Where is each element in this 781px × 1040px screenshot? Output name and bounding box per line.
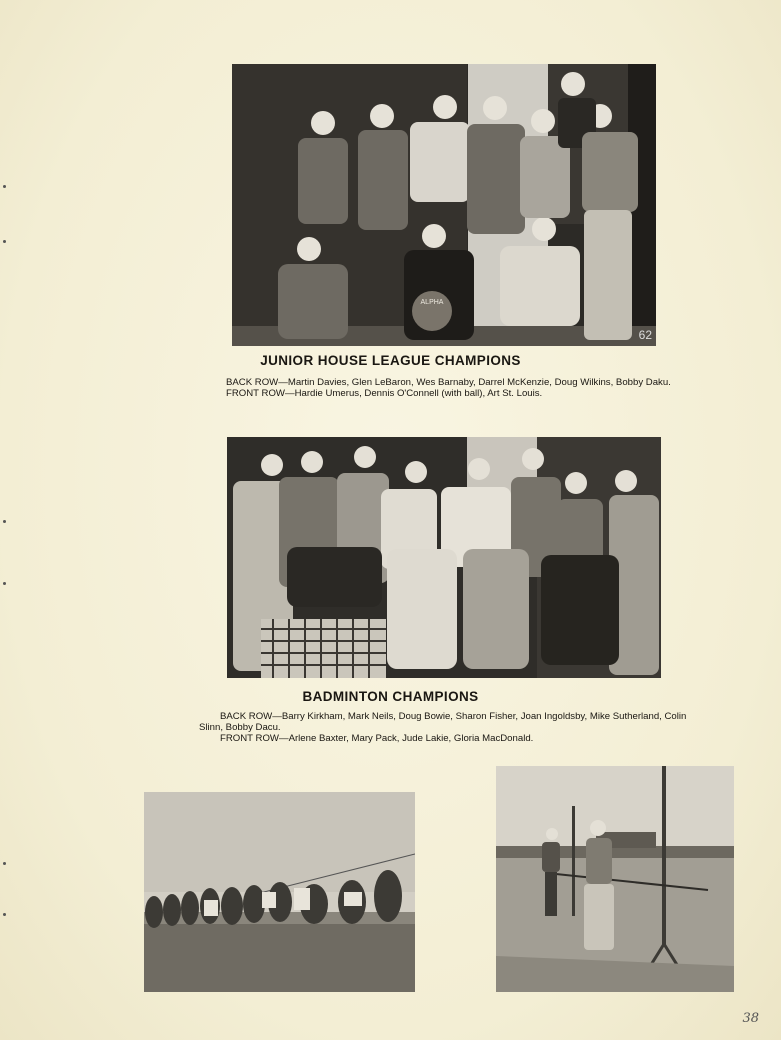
binder-hole <box>3 185 6 188</box>
caption-back-row: BACK ROW—Barry Kirkham, Mark Neils, Doug Bowie, Sharon Fisher, Joan Ingoldsby, Mike Sutherland, Colin Slinn, Bobby Dacu. <box>199 711 687 733</box>
section-title-badminton-champions: BADMINTON CHAMPIONS <box>302 689 479 704</box>
binder-hole <box>3 862 6 865</box>
binder-hole <box>3 913 6 916</box>
binder-hole <box>3 582 6 585</box>
caption-badminton-champions <box>199 711 689 744</box>
caption-back-row: BACK ROW—Martin Davies, Glen LeBaron, Wes Barnaby, Darrel McKenzie, Doug Wilkins, Bobby Daku. <box>226 377 671 388</box>
binder-hole <box>3 520 6 523</box>
ball-label: ALPHA <box>420 299 444 306</box>
binder-hole <box>3 240 6 243</box>
photo-number: 62 <box>638 328 652 342</box>
caption-junior-house-league <box>205 377 695 399</box>
caption-front-row: FRONT ROW—Arlene Baxter, Mary Pack, Jude Lakie, Gloria MacDonald. <box>220 733 534 744</box>
team-photo-badminton-champions <box>227 437 661 678</box>
team-photo-junior-house-league <box>232 64 656 346</box>
photo-track-race-start <box>144 792 415 992</box>
section-title-junior-house-league: JUNIOR HOUSE LEAGUE CHAMPIONS <box>260 353 521 368</box>
caption-front-row: FRONT ROW—Hardie Umerus, Dennis O'Connell (with ball), Art St. Louis. <box>226 388 543 399</box>
page-number: 38 <box>742 1011 759 1026</box>
photo-high-jump-practice <box>496 766 734 992</box>
